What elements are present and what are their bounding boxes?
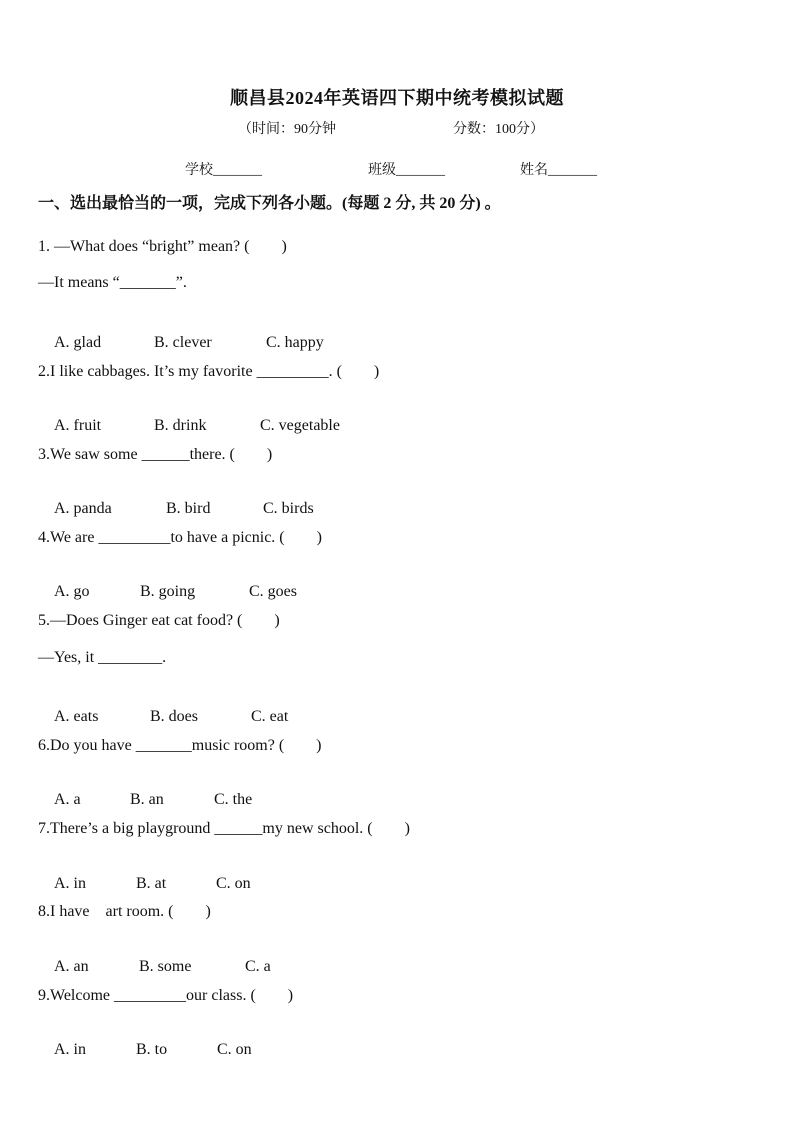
option-c: C. vegetable: [260, 417, 340, 434]
option-a: A. an: [54, 958, 89, 975]
option-b: B. at: [136, 875, 167, 892]
question-9: 9.Welcome _________our class. ( ): [38, 987, 294, 1004]
question-8: 8.I have art room. ( ): [38, 903, 211, 920]
question-2: 2.I like cabbages. It’s my favorite _________. ( ): [38, 363, 380, 380]
question-6: 6.Do you have _______music room? ( ): [38, 737, 322, 754]
exam-score: 分数：100分）: [453, 122, 544, 137]
question-1-line-2: —It means “_______”.: [38, 274, 187, 291]
option-a: A. in: [54, 875, 86, 892]
option-c: C. the: [214, 791, 253, 808]
option-b: B. to: [136, 1041, 168, 1058]
option-b: B. some: [139, 958, 192, 975]
option-a: A. glad: [54, 334, 102, 351]
option-a: A. go: [54, 583, 90, 600]
option-c: C. eat: [251, 708, 289, 725]
option-a: A. panda: [54, 500, 112, 517]
option-c: C. a: [245, 958, 271, 975]
option-c: C. birds: [263, 500, 314, 517]
question-5-line-2: —Yes, it ________.: [38, 649, 167, 666]
question-1-line-1: 1. —What does “bright” mean? ( ): [38, 238, 287, 255]
school-field: 学校_______: [185, 163, 262, 178]
page-title: 顺昌县2024年英语四下期中统考模拟试题: [230, 88, 564, 108]
question-9-options: [38, 1023, 252, 1077]
question-3: 3.We saw some ______there. ( ): [38, 446, 273, 463]
option-c: C. happy: [266, 334, 324, 351]
section-heading: 一、选出最恰当的一项，完成下列各小题。(每题 2 分, 共 20 分) 。: [38, 195, 501, 212]
option-b: B. drink: [154, 417, 207, 434]
option-c: C. on: [216, 875, 251, 892]
option-a: A. fruit: [54, 417, 102, 434]
exam-time: （时间：90分钟: [238, 122, 336, 137]
question-7: 7.There’s a big playground ______my new school. ( ): [38, 820, 410, 837]
class-field: 班级_______: [368, 163, 445, 178]
option-a: A. a: [54, 791, 81, 808]
question-5-line-1: 5.—Does Ginger eat cat food? ( ): [38, 612, 280, 629]
option-a: A. in: [54, 1041, 86, 1058]
option-b: B. an: [130, 791, 164, 808]
option-b: B. going: [140, 583, 196, 600]
option-a: A. eats: [54, 708, 99, 725]
name-field: 姓名_______: [520, 163, 597, 178]
option-b: B. clever: [154, 334, 212, 351]
option-b: B. does: [150, 708, 198, 725]
option-c: C. goes: [249, 583, 297, 600]
option-c: C. on: [217, 1041, 252, 1058]
option-b: B. bird: [166, 500, 211, 517]
question-4: 4.We are _________to have a picnic. ( ): [38, 529, 322, 546]
